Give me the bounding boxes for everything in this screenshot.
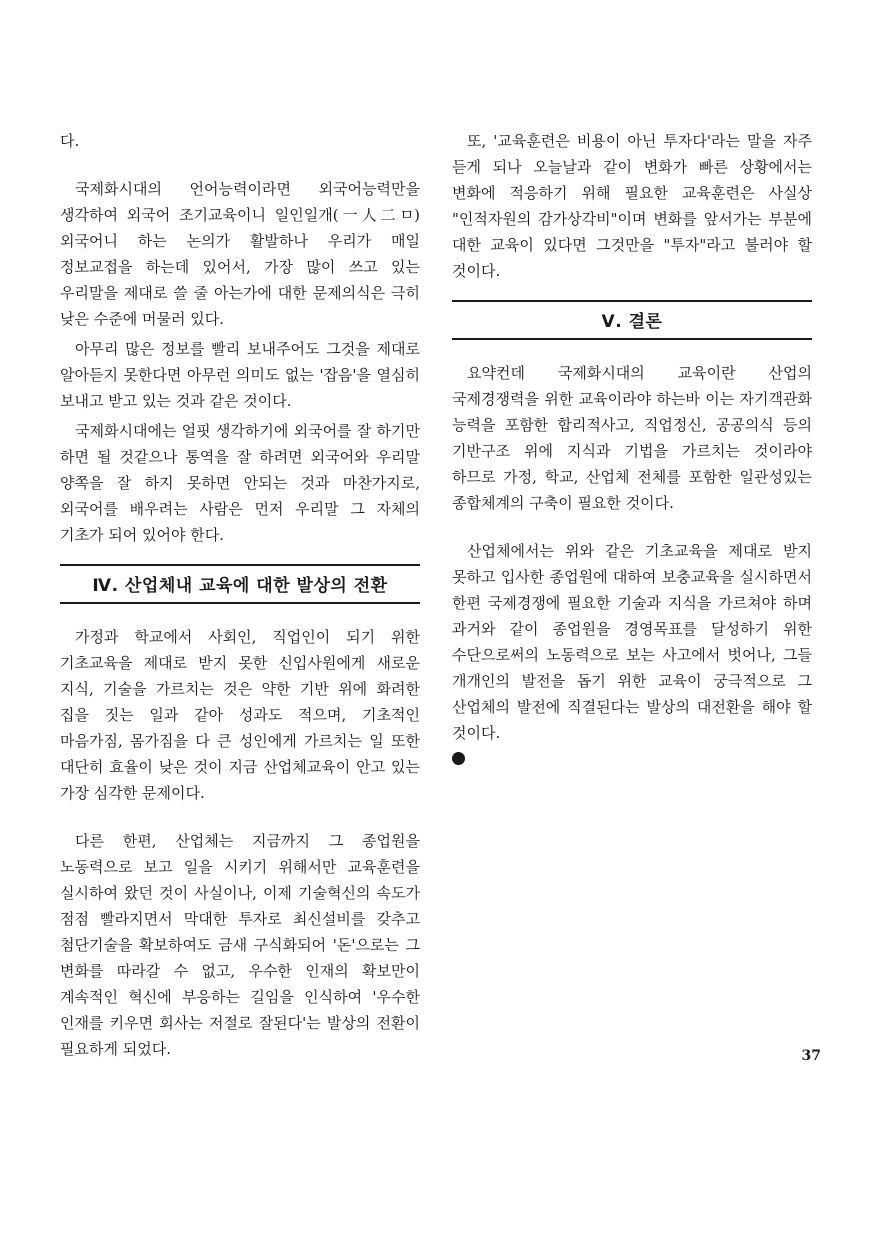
paragraph-basic-education: 가정과 학교에서 사회인, 직업인이 되기 위한 기초교육을 제대로 받지 못한 신입사원에게 새로운 지식, 기술을 가르치는 것은 약한 기반 위에 화려한 집을 짓는 일과 같아 성과도 적으며, 기초적인 마음가짐, 몸가짐을 다 큰 성인에게 가르치는 일 또한 대단히 효율이 낮은 것이 지금 산업체교육이 안고 있는 가장 심각한 문제이다.: [60, 628, 420, 802]
section-4-heading: Ⅳ. 산업체내 교육에 대한 발상의 전환: [92, 576, 388, 596]
paragraph-investment: 또, '교육훈련은 비용이 아닌 투자다'라는 말을 자주 듣게 되나 오늘날과 같이 변화가 빠른 상황에서는 변화에 적응하기 위해 필요한 교육훈련은 사실상 "인적자원의 감가상각비"이며 변화를 앞서가는 부분에 대한 교육이 있다면 그것만을 "투자"라고 불러야 할 것이다.: [452, 132, 812, 280]
section-5-heading-block: [452, 300, 812, 340]
section-4-heading-block: [60, 564, 420, 604]
page-number: 37: [801, 1048, 821, 1064]
paragraph-paradigm-shift: 다른 한편, 산업체는 지금까지 그 종업원을 노동력으로 보고 일을 시키기 위해서만 교육훈련을 실시하여 왔던 것이 사실이나, 이제 기술혁신의 속도가 점점 빨라지면서 막대한 투자로 최신설비를 갖추고 첨단기술을 확보하여도 금새 구식화되어 '돈'으로는 그 변화를 따라갈 수 없고, 우수한 인재의 확보만이 계속적인 혁신에 부응하는 길임을 인식하여 '우수한 인재를 키우면 회사는 저절로 잘된다'는 발상의 전환이 필요하게 되었다.: [60, 832, 420, 1058]
paragraph-conclusion-industry: 산업체에서는 위와 같은 기초교육을 제대로 받지 못하고 입사한 종업원에 대하여 보충교육을 실시하면서 한편 국제경쟁에 필요한 기술과 지식을 가르쳐야 하며 과거와 같이 종업원을 경영목표를 달성하기 위한 수단으로써의 노동력으로 보는 사고에서 벗어나, 그들 개개인의 발전을 돕기 위한 교육이 궁극적으로 그 산업체의 발전에 직결된다는 발상의 대전환을 해야 할 것이다.: [452, 542, 812, 742]
heading-bottom-rule: [452, 338, 812, 340]
right-column: [452, 128, 812, 769]
end-mark-icon: [452, 752, 465, 765]
paragraph-language-ability: 국제화시대의 언어능력이라면 외국어능력만을 생각하여 외국어 조기교육이니 일인일개(一人二ㅁ) 외국어니 하는 논의가 활발하나 우리가 매일 정보교접을 하는데 있어서, 가장 많이 쓰고 있는 우리말을 제대로 쓸 줄 아는가에 대한 문제의식은 극히 낮은 수준에 머물러 있다.: [60, 180, 420, 328]
paragraph-foreign-language: 국제화시대에는 얼핏 생각하기에 외국어를 잘 하기만 하면 될 것같으나 통역을 잘 하려면 외국어와 우리말 양쪽을 잘 하지 못하면 안되는 것과 마찬가지로, 외국어를 배우려는 사람은 먼저 우리말 그 자체의 기초가 되어 있어야 한다.: [60, 422, 420, 544]
paragraph-conclusion-summary: 요약컨데 국제화시대의 교육이란 산업의 국제경쟁력을 위한 교육이라야 하는바 이는 자기객관화 능력을 포함한 합리적사고, 직업정신, 공공의식 등의 기반구조 위에 지식과 기법을 가르치는 것이라야 하므로 가정, 학교, 산업체 전체를 포함한 일관성있는 종합체계의 구축이 필요한 것이다.: [452, 364, 812, 512]
section-5-heading: Ⅴ. 결론: [601, 312, 663, 332]
paragraph-noise: 아무리 많은 정보를 빨리 보내주어도 그것을 제대로 알아듣지 못한다면 아무런 의미도 없는 '잡음'을 열심히 보내고 받고 있는 것과 같은 것이다.: [60, 340, 420, 410]
heading-bottom-rule: [60, 602, 420, 604]
left-column: [60, 128, 420, 1062]
paragraph-continuation: 다.: [60, 132, 80, 150]
